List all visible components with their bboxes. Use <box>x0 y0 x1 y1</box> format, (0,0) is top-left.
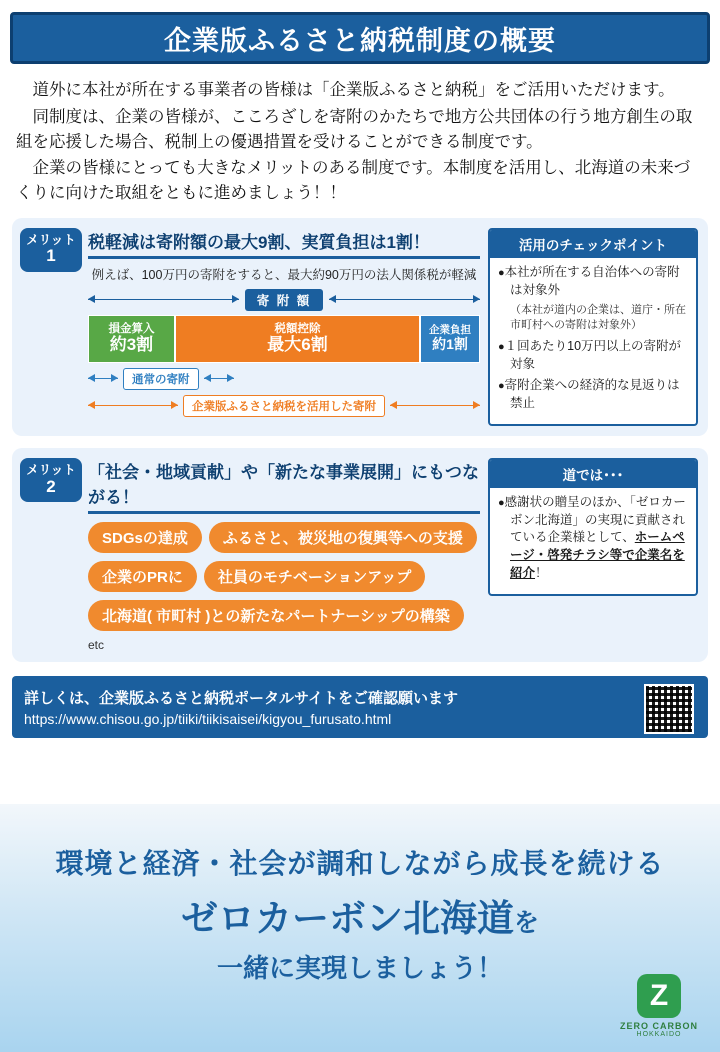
page-title: 企業版ふるさと納税制度の概要 <box>164 25 556 56</box>
kigyo-donation-label: 企業版ふるさと納税を活用した寄附 <box>183 395 385 417</box>
tag-item: SDGsの達成 <box>88 522 202 553</box>
zero-carbon-logo-text-1: ZERO CARBON <box>620 1021 698 1031</box>
merit-2-tag-list-3 <box>88 600 480 652</box>
axis-line-right <box>329 299 480 300</box>
kigyo-arrow-left <box>88 405 178 406</box>
segment-label-1: 損金算入 <box>108 323 155 336</box>
checkpoint-panel-title: 活用のチェックポイント <box>490 230 696 258</box>
kigyo-arrow-right <box>390 405 480 406</box>
merit-1-example: 例えば、100万円の寄附をすると、最大約90万円の法人関係税が軽減 <box>91 267 477 282</box>
checkpoint-item-2 <box>498 338 688 374</box>
bar-segment-company-burden <box>421 316 479 362</box>
portal-banner[interactable] <box>12 676 708 738</box>
merit-2-badge <box>20 458 82 502</box>
segment-value-2: 最大6割 <box>267 334 328 354</box>
normal-arrow-left <box>88 378 118 379</box>
intro-text <box>16 78 704 206</box>
tag-etc-label: etc <box>88 637 105 652</box>
checkpoint-item-1-note: （本社が道内の企業は、道庁・所在市町村への寄附は対象外） <box>510 304 686 332</box>
checkpoint-panel-body <box>490 258 696 424</box>
hokkaido-panel-lead: 感謝状の贈呈のほか、「ゼロカーボン北海道」の実現に貢献されている企業様として、 <box>504 494 686 545</box>
donation-breakdown-bar <box>88 315 480 363</box>
bar-segment-loss-deduction <box>89 316 176 362</box>
slogan-line-3: 一緒に実現しましょう！ <box>216 953 503 983</box>
segment-value-3: 約1割 <box>432 335 468 352</box>
checkpoint-item-2-text: １回あたり10万円以上の寄附が対象 <box>504 338 682 371</box>
slogan-section <box>0 804 720 1052</box>
merit-1-badge <box>20 228 82 272</box>
hokkaido-panel-tail: ！ <box>535 565 548 580</box>
bullet-icon: ● <box>498 340 505 353</box>
checkpoint-item-3 <box>498 377 688 413</box>
tag-item: 社員のモチベーションアップ <box>204 561 425 592</box>
zero-carbon-logo <box>620 974 698 1038</box>
merit-1-heading: 税軽減は寄附額の最大9割、実質負担は1割！ <box>88 228 480 259</box>
checkpoint-item-3-text: 寄附企業への経済的な見返りは禁止 <box>504 378 680 411</box>
checkpoint-item-1 <box>498 264 688 300</box>
page-header <box>10 12 710 64</box>
zero-carbon-mark-icon: Z <box>637 974 681 1018</box>
merit-1-badge-label: メリット <box>26 233 76 248</box>
segment-value-1: 約3割 <box>109 334 154 354</box>
intro-paragraph-3: 企業の皆様にとっても大きなメリットのある制度です。本制度を活用し、北海道の未来づくりに向けた取組をともに進めましょう！！ <box>16 159 691 202</box>
merit-2-tag-list <box>88 522 480 553</box>
hokkaido-panel <box>488 458 698 596</box>
axis-line-left <box>88 299 239 300</box>
merit-2-heading: 「社会・地域貢献」や「新たな事業展開」にもつながる！ <box>88 458 480 514</box>
merit-2-badge-label: メリット <box>26 463 76 478</box>
tag-item: 北海道( 市町村 )との新たなパートナーシップの構築 <box>88 600 464 631</box>
normal-donation-label: 通常の寄附 <box>123 368 199 390</box>
bullet-icon: ● <box>498 496 505 509</box>
merit-2-content <box>22 458 480 652</box>
portal-url[interactable]: https://www.chisou.go.jp/tiiki/tiikisaisei/kigyou_furusato.html <box>24 710 392 727</box>
merit-1-badge-number: 1 <box>46 246 56 266</box>
zero-carbon-logo-text-2: HOKKAIDO <box>636 1031 682 1038</box>
hokkaido-panel-item <box>498 494 688 583</box>
hokkaido-panel-highlight: ホームページ・啓発チラシ等で企業名を紹介 <box>510 530 685 580</box>
bullet-icon: ● <box>498 266 505 279</box>
intro-paragraph-1: 道外に本社が所在する事業者の皆様は「企業版ふるさと納税」をご活用いただけます。 <box>32 81 675 99</box>
kigyo-donation-arrow-row <box>88 395 480 417</box>
bar-segment-tax-credit <box>176 316 421 362</box>
merit-2-block <box>12 448 708 662</box>
intro-paragraph-2: 同制度は、企業の皆様が、こころざしを寄附のかたちで地方公共団体の行う地方創生の取組を応援した場合、税制上の優遇措置を受けることができる制度です。 <box>16 107 693 151</box>
bullet-icon: ● <box>498 380 505 393</box>
qr-code-icon[interactable] <box>644 684 694 734</box>
normal-arrow-right <box>204 378 234 379</box>
hokkaido-panel-title: 道では･･･ <box>490 460 696 488</box>
merit-1-content <box>22 228 480 426</box>
tag-item: ふるさと、被災地の復興等への支援 <box>209 522 477 553</box>
tag-item: 企業のPRに <box>88 561 197 592</box>
donation-amount-axis <box>88 289 480 311</box>
merit-1-block <box>12 218 708 436</box>
merit-2-tag-list-2 <box>88 561 480 592</box>
slogan-line-2-suffix: を <box>513 909 539 937</box>
portal-text <box>24 687 458 727</box>
segment-label-2: 税額控除 <box>274 323 321 336</box>
hokkaido-panel-body <box>490 488 696 594</box>
checkpoint-panel <box>488 228 698 426</box>
slogan-line-1: 環境と経済・社会が調和しながら成長を続ける <box>55 848 665 879</box>
merit-2-badge-number: 2 <box>46 476 56 496</box>
donation-amount-label: 寄 附 額 <box>245 289 323 311</box>
portal-headline: 詳しくは、企業版ふるさと納税ポータルサイトをご確認願います <box>24 689 458 707</box>
checkpoint-item-1-text: 本社が所在する自治体への寄附は対象外 <box>504 264 680 297</box>
slogan-line-2 <box>0 888 720 942</box>
segment-label-3: 企業負担 <box>429 324 472 337</box>
slogan-line-2-main: ゼロカーボン北海道 <box>180 898 514 939</box>
normal-donation-arrow-row <box>88 368 480 390</box>
